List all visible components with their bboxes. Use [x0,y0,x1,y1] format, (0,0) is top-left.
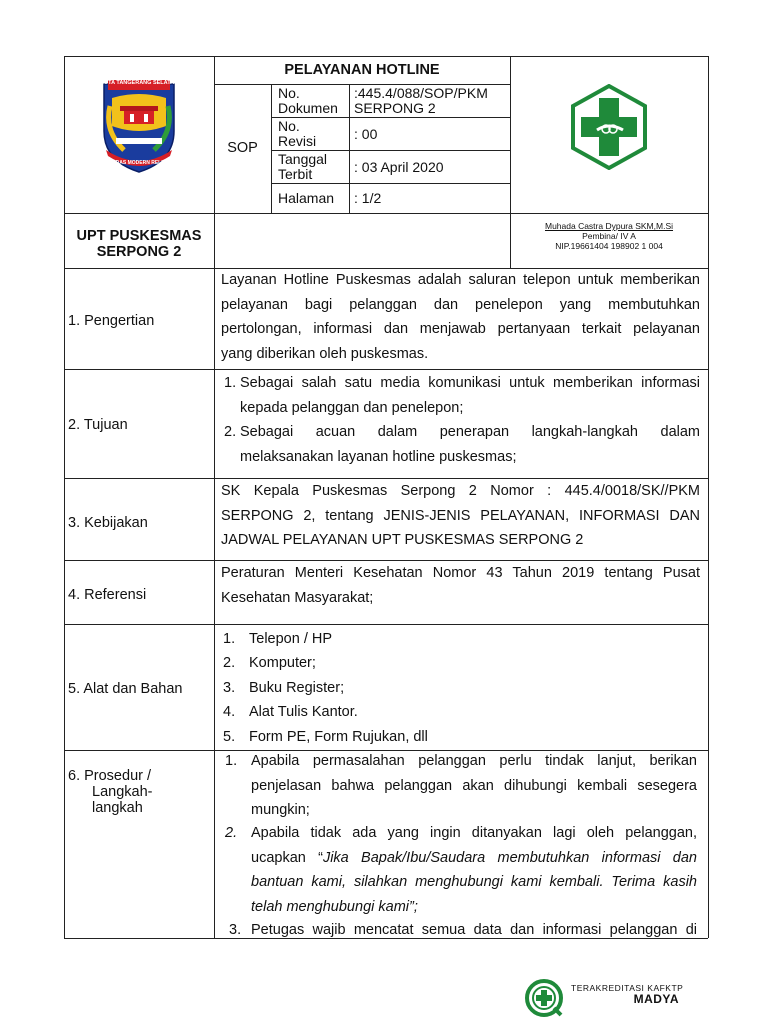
pengertian-text [221,268,700,366]
pengertian-line: pelayanan bagi pelanggan dan penelepon yang membutuhkan [221,296,700,313]
prosedur-line: telah menghubungi kami”; [251,898,418,915]
accreditation-level: MADYA [633,992,679,1006]
puskesmas-cross-logo-icon [567,84,651,170]
tujuan-item-number: 2. [224,424,237,440]
field-label-tanggal-2: Terbit [278,166,313,182]
prosedur-line-italic: Jika Bapak/Ibu/Saudara membutuhkan informasi dan [322,849,697,866]
prosedur-item-number: 3. [229,922,242,938]
field-label-no-dokumen-2: Dokumen [278,100,338,116]
prosedur-item-1 [251,749,697,823]
pengertian-line: Layanan Hotline Puskesmas adalah saluran telepon untuk memberikan [221,272,700,288]
field-value-tanggal: : 03 April 2020 [354,159,444,175]
alat-item-text: Alat Tulis Kantor. [249,704,358,720]
emblem-banner-text: KOTA TANGERANG SELATAN [99,80,179,86]
prosedur-line: Apabila tidak ada yang ingin ditanyakan lagi oleh pelanggan, [251,825,697,841]
tujuan-text [240,371,700,469]
section-label-alat-bahan: 5. Alat dan Bahan [68,681,183,697]
field-value-halaman: : 1/2 [354,190,382,206]
section-label-prosedur-1: 6. Prosedur / [68,768,152,784]
tujuan-line: melaksanakan layanan hotline puskesmas; [240,448,517,465]
prosedur-line-plain: ucapkan “ [251,849,323,866]
document-title: PELAYANAN HOTLINE [284,62,440,78]
referensi-line: Peraturan Menteri Kesehatan Nomor 43 Tahun 2019 tentang Pusat [221,565,700,581]
alat-item-text: Form PE, Form Rujukan, dll [249,729,428,745]
field-value-no-dokumen-2: SERPONG 2 [354,100,436,116]
sop-label: SOP [227,140,258,156]
prosedur-line [251,846,697,871]
field-label-no-dokumen-1: No. [278,85,300,101]
field-label-no-revisi-2: Revisi [278,133,317,149]
kebijakan-text [221,479,700,553]
field-label-no-revisi-1: No. [278,118,300,134]
alat-item-number: 1. [223,631,236,647]
prosedur-item-number: 2. [225,825,238,841]
emblem-motto-text: CERDAS MODERN RELIGIUS [105,160,175,166]
kebijakan-line: SK Kepala Puskesmas Serpong 2 Nomor : 445.4/0018/SK//PKM [221,483,700,499]
org-name-line2: SERPONG 2 [96,244,182,260]
referensi-line: Kesehatan Masyarakat; [221,589,374,606]
section-label-prosedur-2: Langkah- [92,784,153,800]
section-label-tujuan: 2. Tujuan [68,417,128,433]
prosedur-line: Apabila permasalahan pelanggan perlu tindak lanjut, berikan [251,753,697,769]
tujuan-line: Sebagai acuan dalam penerapan langkah-langkah dalam [240,424,700,440]
signatory-name: Muhada Castra Dypura SKM,M.Si [544,221,674,231]
tujuan-line: kepada pelanggan dan penelepon; [240,399,464,416]
prosedur-line: penjelasan bahwa pelanggan akan dihubungi kembali sesegera [251,777,697,794]
tujuan-line: Sebagai salah satu media komunikasi untuk memberikan informasi [240,375,700,391]
section-label-kebijakan: 3. Kebijakan [68,515,148,531]
puskesmas-logo [567,84,651,170]
section-label-referensi: 4. Referensi [68,587,147,603]
alat-item-text: Buku Register; [249,680,345,696]
field-value-no-dokumen-1: :445.4/088/SOP/PKM [354,85,488,101]
alat-item-number: 2. [223,655,236,671]
prosedur-line: Petugas wajib mencatat semua data dan informasi pelanggan di [251,922,697,938]
field-label-tanggal-1: Tanggal [278,151,328,167]
accreditation-label: TERAKREDITASI KAFKTP [571,983,684,993]
alat-item-number: 4. [223,704,236,720]
accreditation-badge-icon [524,978,564,1018]
referensi-text [221,561,700,610]
alat-item-number: 3. [223,680,236,696]
prosedur-item-2 [251,821,697,919]
prosedur-line: bantuan kami, silahkan menghubungi kami kembali. Terima kasih [251,874,697,890]
signatory-rank: Pembina/ IV A [582,231,636,241]
kebijakan-line: SERPONG 2, tentang JENIS-JENIS PELAYANAN, INFORMASI DAN [221,507,700,524]
field-label-halaman: Halaman [278,190,335,206]
kebijakan-line: JADWAL PELAYANAN UPT PUSKESMAS SERPONG 2 [221,532,584,548]
pengertian-line: pertolongan, informasi dan menjawab pertanyaan terkait pelayanan [221,321,700,337]
alat-item-text: Telepon / HP [249,631,333,647]
tujuan-item-number: 1. [224,375,237,391]
signatory-nip: NIP.19661404 198902 1 004 [555,241,663,251]
prosedur-item-3 [251,918,697,943]
section-label-pengertian: 1. Pengertian [68,313,155,329]
alat-item-number: 5. [223,729,236,745]
prosedur-line: mungkin; [251,802,310,818]
alat-item-text: Komputer; [249,655,316,671]
pengertian-line: yang diberikan oleh puskesmas. [221,345,429,362]
field-value-no-revisi: : 00 [354,126,378,142]
prosedur-item-number: 1. [225,753,238,769]
org-name-line1: UPT PUSKESMAS [76,228,202,244]
section-label-prosedur-3: langkah [92,800,143,816]
